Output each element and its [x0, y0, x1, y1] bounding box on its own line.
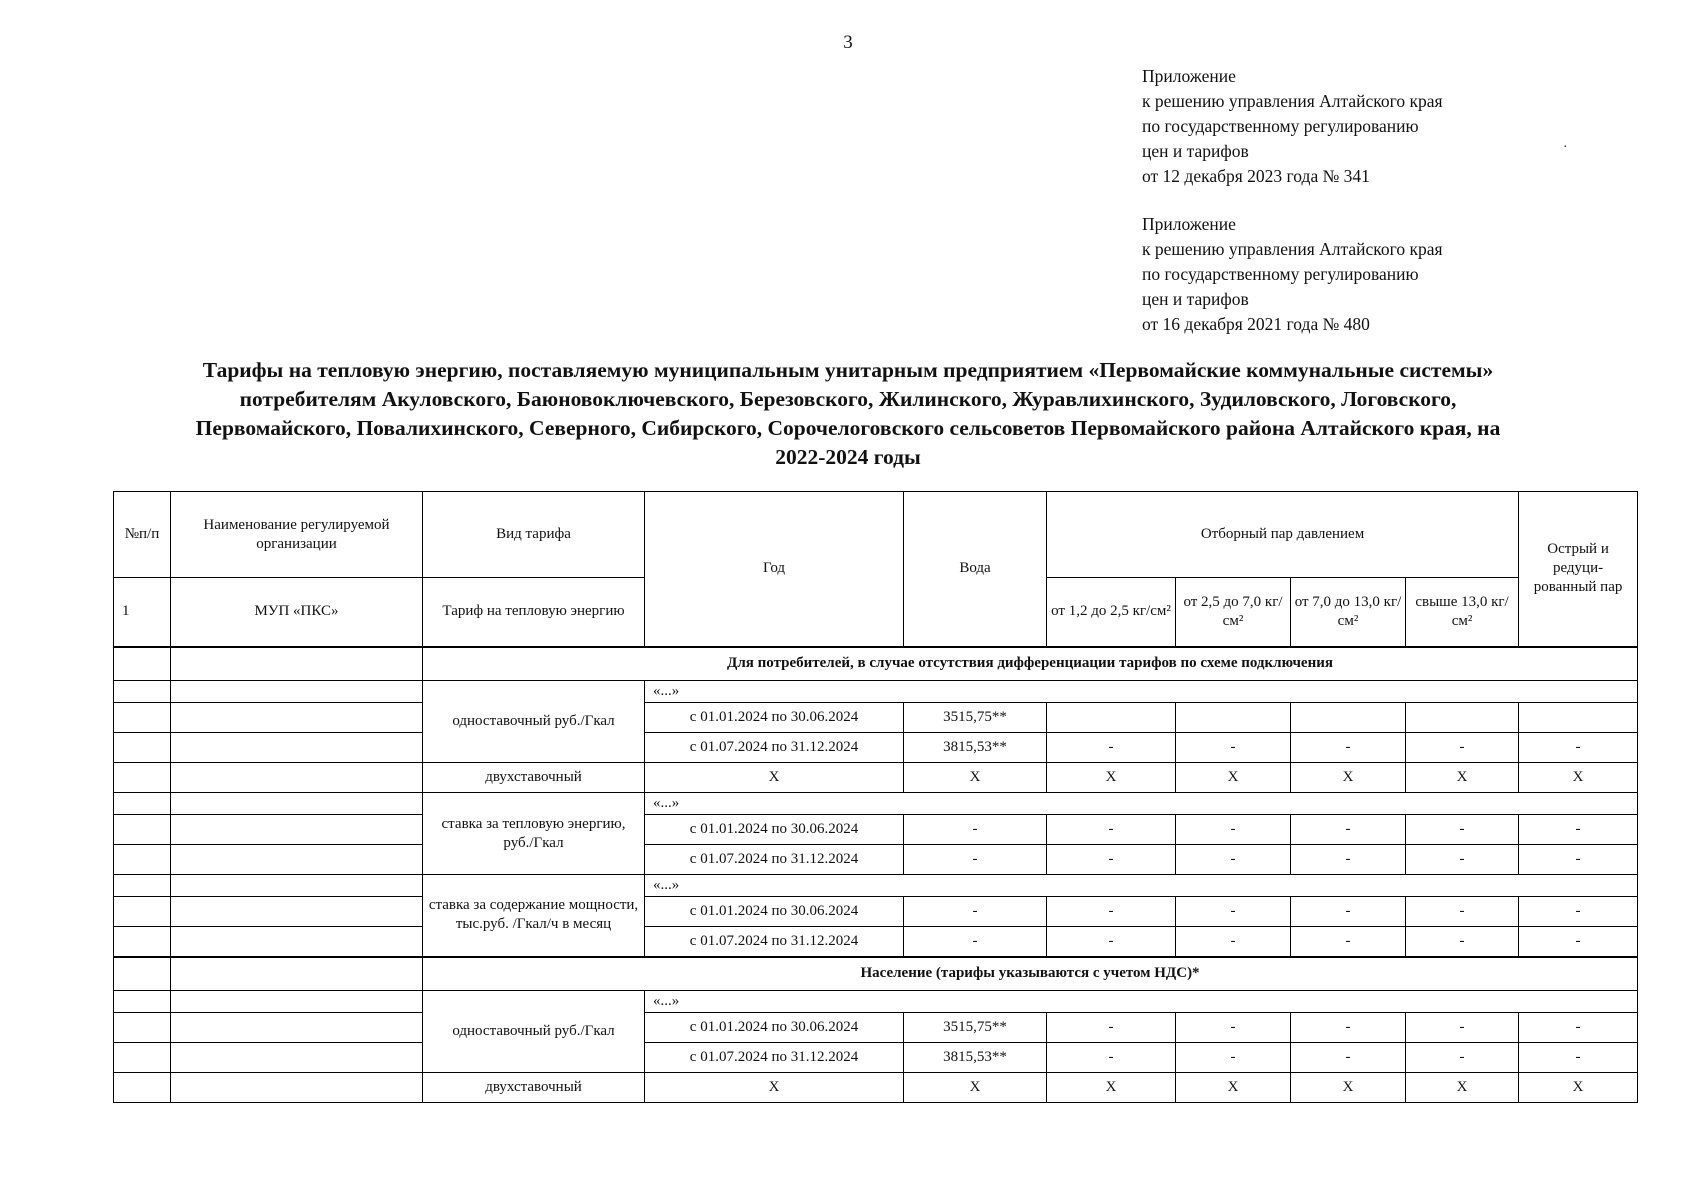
section-row — [114, 957, 1638, 991]
section-title: Население (тарифы указываются с учетом НДС)* — [423, 957, 1638, 991]
cell-dash: - — [1291, 897, 1406, 927]
cell-x: X — [904, 763, 1047, 793]
cell-dash: - — [1047, 815, 1176, 845]
appendix-line: цен и тарифов — [1142, 289, 1249, 309]
cell-x: X — [1519, 1073, 1638, 1103]
cell-dash: - — [1406, 1013, 1519, 1043]
table-row — [114, 1013, 1638, 1043]
ellipsis: «...» — [645, 793, 1638, 815]
cell-dash: - — [904, 845, 1047, 875]
ellipsis: «...» — [645, 991, 1638, 1013]
period: с 01.07.2024 по 31.12.2024 — [645, 733, 904, 763]
page-number: 3 — [843, 32, 853, 53]
stray-mark: · — [1563, 140, 1568, 155]
cell-dash: - — [1519, 845, 1638, 875]
cell-dash: - — [1519, 1013, 1638, 1043]
cell-dash: - — [1047, 845, 1176, 875]
period: с 01.01.2024 по 30.06.2024 — [645, 815, 904, 845]
ellipsis: «...» — [645, 681, 1638, 703]
table-row — [114, 845, 1638, 875]
cell-dash: - — [1291, 845, 1406, 875]
header-tariff-type: Вид тарифа — [423, 492, 645, 578]
cell-dash: - — [1519, 897, 1638, 927]
cell-dash: - — [1406, 733, 1519, 763]
cell-dash: - — [1291, 1043, 1406, 1073]
title-line: потребителям Акуловского, Баюновоключевского, Березовского, Жилинского, Журавлихинского, Зудиловского, Логовского, — [239, 387, 1457, 411]
cell-x: X — [904, 1073, 1047, 1103]
period: с 01.07.2024 по 31.12.2024 — [645, 845, 904, 875]
cell-x: X — [645, 1073, 904, 1103]
period: с 01.01.2024 по 30.06.2024 — [645, 1013, 904, 1043]
water-value: 3815,53** — [904, 733, 1047, 763]
table-row — [114, 815, 1638, 845]
table-row — [114, 875, 1638, 897]
cell-dash: - — [1176, 1043, 1291, 1073]
header-steam-1: от 1,2 до 2,5 кг/см² — [1047, 578, 1176, 647]
cell-dash: - — [1047, 1013, 1176, 1043]
cell-x: X — [1176, 763, 1291, 793]
cell-dash: - — [1291, 733, 1406, 763]
appendix-line: цен и тарифов — [1142, 141, 1249, 161]
water-value: 3515,75** — [904, 703, 1047, 733]
cell-x: X — [1176, 1073, 1291, 1103]
cell-dash: - — [1176, 845, 1291, 875]
title-line: Первомайского, Повалихинского, Северного, Сибирского, Сорочелоговского сельсоветов Первомайского района Алтайского края, на — [195, 416, 1501, 440]
cell-dash: - — [1406, 927, 1519, 957]
period: с 01.07.2024 по 31.12.2024 — [645, 927, 904, 957]
cell-dash: - — [1406, 845, 1519, 875]
header-sharp-steam: Острый и редуци-рованный пар — [1519, 492, 1638, 647]
cell-x: X — [1519, 763, 1638, 793]
table-row — [114, 991, 1638, 1013]
appendix-reference-current — [1142, 64, 1443, 189]
org-row-name: МУП «ПКС» — [171, 578, 423, 647]
org-row-tariff: Тариф на тепловую энергию — [423, 578, 645, 647]
header-steam-2: от 2,5 до 7,0 кг/см² — [1176, 578, 1291, 647]
cell-x: X — [1406, 763, 1519, 793]
section-title: Для потребителей, в случае отсутствия дифференциации тарифов по схеме подключения — [423, 647, 1638, 681]
table-row — [114, 733, 1638, 763]
title-line: 2022-2024 годы — [775, 445, 921, 469]
table-row — [114, 1073, 1638, 1103]
cell-dash: - — [1406, 815, 1519, 845]
cell-x: X — [1047, 763, 1176, 793]
cell-dash: - — [1519, 1043, 1638, 1073]
cell-dash: - — [1291, 927, 1406, 957]
cell-x: X — [1406, 1073, 1519, 1103]
org-row-num: 1 — [114, 578, 171, 647]
tariff-table — [113, 491, 1638, 1103]
cell-x: X — [645, 763, 904, 793]
table-row — [114, 1043, 1638, 1073]
appendix-line: к решению управления Алтайского края — [1142, 91, 1443, 111]
tariff-label-double: двухставочный — [423, 1073, 645, 1103]
cell-dash: - — [1291, 815, 1406, 845]
appendix-line: к решению управления Алтайского края — [1142, 239, 1443, 259]
cell-dash: - — [1176, 1013, 1291, 1043]
cell-x: X — [1291, 763, 1406, 793]
cell-dash: - — [1047, 733, 1176, 763]
table-row — [114, 681, 1638, 703]
cell-dash: - — [904, 815, 1047, 845]
cell-dash: - — [904, 927, 1047, 957]
cell-x: X — [1047, 1073, 1176, 1103]
tariff-label-energy-rate: ставка за тепловую энергию, руб./Гкал — [423, 793, 645, 875]
period: с 01.01.2024 по 30.06.2024 — [645, 897, 904, 927]
document-title — [100, 356, 1596, 472]
header-steam: Отборный пар давлением — [1047, 492, 1519, 578]
cell-dash: - — [904, 897, 1047, 927]
title-line: Тарифы на тепловую энергию, поставляемую муниципальным унитарным предприятием «Первомайские коммунальные системы» — [202, 358, 1494, 382]
appendix-line: Приложение — [1142, 214, 1236, 234]
table-row — [114, 703, 1638, 733]
header-steam-3: от 7,0 до 13,0 кг/см² — [1291, 578, 1406, 647]
cell-dash: - — [1406, 1043, 1519, 1073]
cell-dash: - — [1176, 733, 1291, 763]
header-num: №п/п — [114, 492, 171, 578]
section-row — [114, 647, 1638, 681]
header-water: Вода — [904, 492, 1047, 647]
header-year: Год — [645, 492, 904, 647]
tariff-label-capacity-rate: ставка за содержание мощности, тыс.руб. /Гкал/ч в месяц — [423, 875, 645, 957]
appendix-line: по государственному регулированию — [1142, 264, 1419, 284]
water-value: 3815,53** — [904, 1043, 1047, 1073]
period: с 01.01.2024 по 30.06.2024 — [645, 703, 904, 733]
cell-dash: - — [1047, 897, 1176, 927]
cell-dash: - — [1519, 815, 1638, 845]
cell-x: X — [1291, 1073, 1406, 1103]
table-row — [114, 897, 1638, 927]
appendix-line: от 12 декабря 2023 года № 341 — [1142, 166, 1370, 186]
cell-dash: - — [1519, 927, 1638, 957]
header-steam-4: свыше 13,0 кг/см² — [1406, 578, 1519, 647]
table-header-row — [114, 492, 1638, 578]
tariff-label-single: одноставочный руб./Гкал — [423, 991, 645, 1073]
cell-dash: - — [1406, 897, 1519, 927]
appendix-line: по государственному регулированию — [1142, 116, 1419, 136]
cell-dash: - — [1047, 927, 1176, 957]
cell-dash: - — [1291, 1013, 1406, 1043]
appendix-reference-original — [1142, 212, 1443, 337]
period: с 01.07.2024 по 31.12.2024 — [645, 1043, 904, 1073]
tariff-label-double: двухставочный — [423, 763, 645, 793]
cell-dash: - — [1176, 897, 1291, 927]
ellipsis: «...» — [645, 875, 1638, 897]
appendix-line: от 16 декабря 2021 года № 480 — [1142, 314, 1370, 334]
water-value: 3515,75** — [904, 1013, 1047, 1043]
header-org: Наименование регулируемой организации — [171, 492, 423, 578]
cell-dash: - — [1176, 927, 1291, 957]
appendix-line: Приложение — [1142, 66, 1236, 86]
table-row — [114, 927, 1638, 957]
cell-dash: - — [1176, 815, 1291, 845]
table-row — [114, 793, 1638, 815]
table-row — [114, 763, 1638, 793]
cell-dash: - — [1047, 1043, 1176, 1073]
tariff-label-single: одноставочный руб./Гкал — [423, 681, 645, 763]
cell-dash: - — [1519, 733, 1638, 763]
